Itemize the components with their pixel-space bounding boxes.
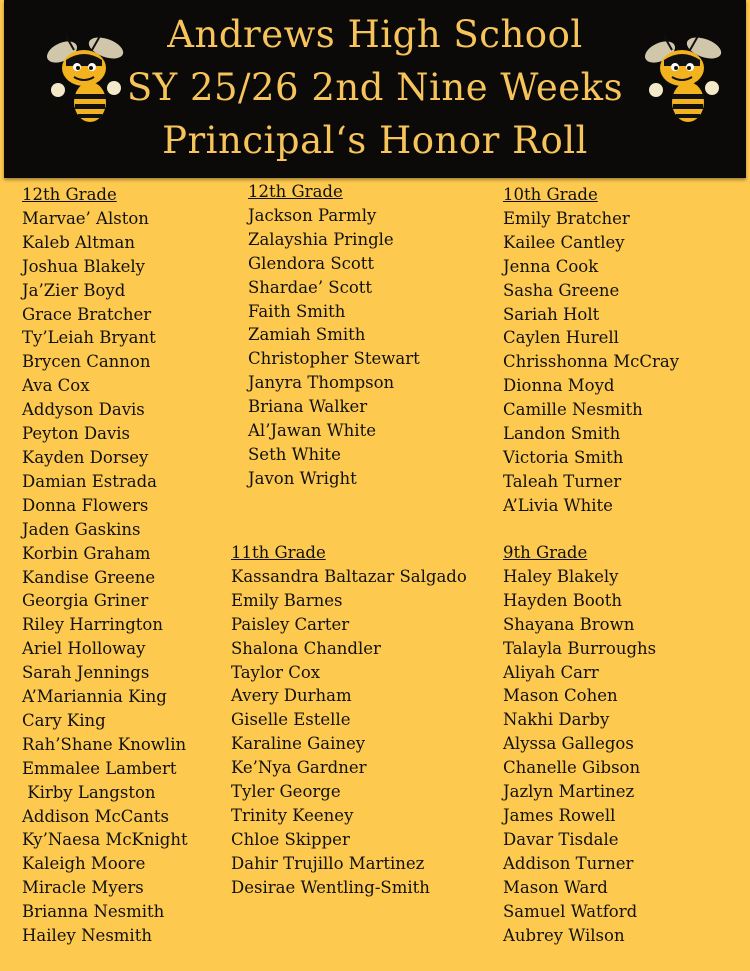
student-name: Alyssa Gallegos [503, 734, 634, 754]
student-name: Janyra Thompson [248, 373, 395, 393]
student-name: Peyton Davis [22, 424, 131, 444]
grade-heading: 12th Grade [248, 182, 343, 201]
student-name: Ky’Naesa McKnight [22, 830, 188, 850]
student-name: Dahir Trujillo Martinez [231, 853, 425, 873]
student-name: Trinity Keeney [231, 805, 354, 825]
student-name: A’Livia White [503, 495, 613, 515]
student-name: Mason Cohen [503, 686, 618, 706]
title-line-1: Andrews High School [167, 13, 583, 56]
title-line-2: SY 25/26 2nd Nine Weeks [126, 66, 624, 109]
student-name: Emily Barnes [231, 590, 343, 610]
student-name: Sariah Holt [503, 304, 600, 324]
grade-column-9 [503, 541, 656, 947]
student-name: Karaline Gainey [231, 734, 366, 754]
student-name: Desirae Wentling-Smith [231, 877, 430, 897]
student-name: Samuel Watford [503, 901, 638, 921]
student-name: Camille Nesmith [503, 400, 643, 420]
student-name: Nakhi Darby [503, 710, 610, 730]
student-name: Victoria Smith [503, 447, 624, 467]
student-name: Kandise Greene [22, 567, 156, 587]
student-name: Kaleb Altman [22, 232, 135, 252]
student-name: Briana Walker [248, 397, 368, 417]
grade-column-12-first [22, 183, 188, 948]
student-name: Chanelle Gibson [503, 758, 641, 778]
student-name: Kassandra Baltazar Salgado [231, 566, 467, 586]
student-name: Talayla Burroughs [503, 638, 657, 658]
student-name: Georgia Griner [22, 591, 149, 611]
student-name: Caylen Hurell [503, 328, 619, 348]
student-name: Addison Turner [503, 853, 634, 873]
yellow-jacket-mascot-icon [642, 30, 726, 126]
student-name: Riley Harrington [22, 615, 163, 635]
student-name: Miracle Myers [22, 878, 144, 898]
page-title [4, 8, 746, 167]
student-name: Kayden Dorsey [22, 447, 149, 467]
student-name: Davar Tisdale [503, 829, 619, 849]
student-name: Ke’Nya Gardner [231, 758, 367, 778]
student-name: Brycen Cannon [22, 352, 151, 372]
student-name: James Rowell [503, 805, 616, 825]
student-name: Taleah Turner [503, 471, 622, 491]
student-name: Landon Smith [503, 424, 621, 444]
grade-heading: 10th Grade [503, 185, 598, 204]
student-name: Mason Ward [503, 877, 608, 897]
title-line-3: Principal‘s Honor Roll [162, 119, 588, 162]
student-name: Paisley Carter [231, 614, 350, 634]
student-name: Aubrey Wilson [503, 925, 625, 945]
student-name: Hailey Nesmith [22, 926, 152, 946]
student-name: Ava Cox [22, 376, 90, 396]
student-name: Al’Jawan White [248, 421, 376, 441]
student-name: Dionna Moyd [503, 376, 615, 396]
student-name: Brianna Nesmith [22, 902, 165, 922]
student-name: Emily Bratcher [503, 208, 630, 228]
student-name: Javon Wright [248, 468, 357, 488]
grade-heading: 9th Grade [503, 543, 588, 562]
header-banner [4, 0, 746, 178]
student-name: Damian Estrada [22, 471, 157, 491]
student-name: A’Mariannia King [22, 687, 167, 707]
student-name: Taylor Cox [231, 662, 321, 682]
student-name: Shayana Brown [503, 614, 635, 634]
student-name: Shalona Chandler [231, 638, 381, 658]
student-name: Ja’Zier Boyd [22, 280, 126, 300]
student-name: Tyler George [231, 782, 341, 802]
student-name: Chloe Skipper [231, 829, 350, 849]
student-name: Faith Smith [248, 301, 346, 321]
grade-column-11 [231, 541, 467, 900]
student-name: Christopher Stewart [248, 349, 420, 369]
student-name: Shardae’ Scott [248, 277, 373, 297]
student-name: Avery Durham [231, 686, 352, 706]
student-name: Zamiah Smith [248, 325, 366, 345]
grade-column-12-second [248, 180, 420, 491]
student-name: Jaden Gaskins [22, 519, 141, 539]
student-name: Kailee Cantley [503, 232, 625, 252]
student-name: Chrisshonna McCray [503, 352, 680, 372]
student-name: Rah’Shane Knowlin [22, 734, 187, 754]
student-name: Jenna Cook [503, 256, 599, 276]
student-name: Kirby Langston [22, 782, 156, 802]
student-name: Marvae’ Alston [22, 208, 149, 228]
student-name: Ariel Holloway [22, 639, 146, 659]
student-name: Aliyah Carr [503, 662, 599, 682]
student-name: Kaleigh Moore [22, 854, 146, 874]
student-name: Haley Blakely [503, 566, 619, 586]
student-name: Sarah Jennings [22, 663, 150, 683]
student-name: Hayden Booth [503, 590, 622, 610]
student-name: Addison McCants [22, 806, 169, 826]
student-name: Donna Flowers [22, 495, 149, 515]
student-name: Glendora Scott [248, 253, 375, 273]
student-name: Cary King [22, 710, 106, 730]
student-name: Seth White [248, 444, 341, 464]
student-name: Korbin Graham [22, 543, 151, 563]
student-name: Jazlyn Martinez [503, 782, 635, 802]
student-name: Sasha Greene [503, 280, 620, 300]
student-name: Zalayshia Pringle [248, 229, 394, 249]
student-name: Jackson Parmly [248, 205, 377, 225]
student-name: Addyson Davis [22, 400, 145, 420]
student-name: Grace Bratcher [22, 304, 152, 324]
grade-column-10 [503, 183, 679, 518]
student-name: Giselle Estelle [231, 710, 351, 730]
student-name: Joshua Blakely [22, 256, 145, 276]
student-name: Emmalee Lambert [22, 758, 177, 778]
grade-heading: 12th Grade [22, 185, 117, 204]
grade-heading: 11th Grade [231, 543, 326, 562]
student-name: Ty’Leiah Bryant [22, 328, 156, 348]
